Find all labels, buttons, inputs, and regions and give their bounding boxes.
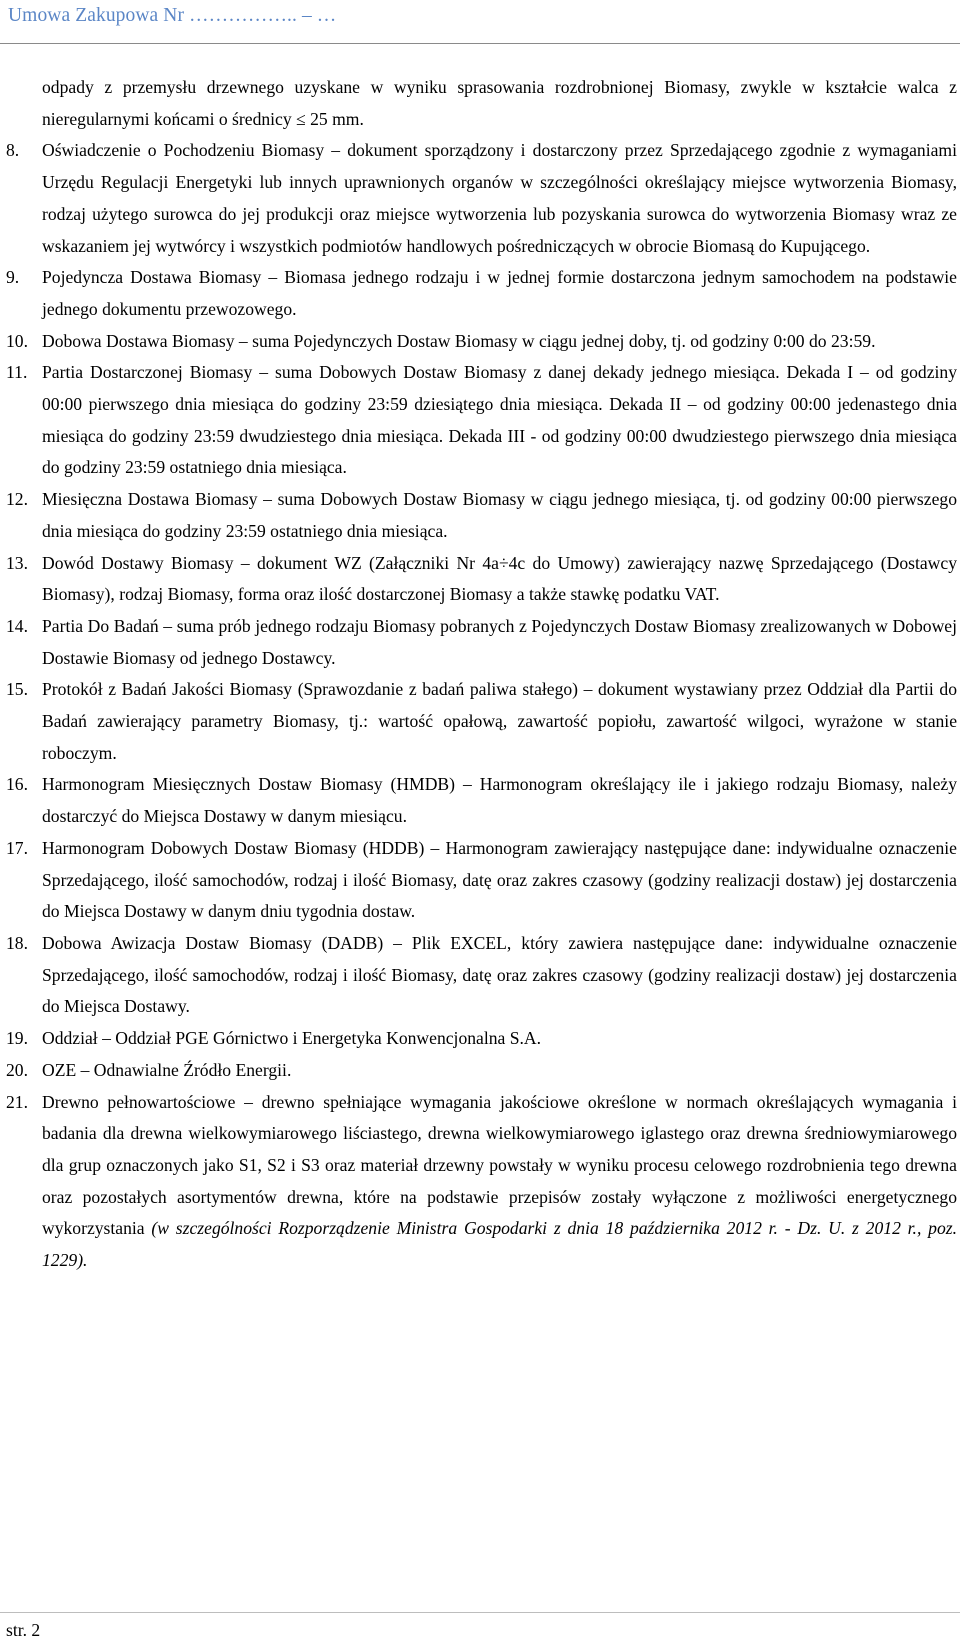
item-number: 9. <box>6 267 20 288</box>
item-number: 16. <box>6 774 28 795</box>
item-number: 15. <box>6 679 28 700</box>
item-number: 21. <box>6 1091 28 1112</box>
page-header <box>0 0 960 44</box>
item-text: Harmonogram Miesięcznych Dostaw Biomasy (HMDB) – Harmonogram określający ile i jakiego rodzaju Biomasy, należy dostarczyć do Miejsca Dostawy w danym miesiącu. <box>42 774 957 827</box>
item-text: Oświadczenie o Pochodzeniu Biomasy – dokument sporządzony i dostarczony przez Sprzedającego zgodnie z wymaganiami Urzędu Regulacji Energetyki lub innych uprawnionych organów w szczególności określający miejsce wytworzenia Biomasy, rodzaj użytego surowca do jej produkcji oraz miejsce wytworzenia lub pozyskania surowca do wytworzenia Biomasy wraz ze wskazaniem jej wytwórcy i wszystkich podmiotów handlowych pośredniczących w obrocie Biomasą do Kupującego. <box>42 140 957 256</box>
item-number: 19. <box>6 1028 28 1049</box>
item-text: Dobowa Awizacja Dostaw Biomasy (DADB) – Plik EXCEL, który zawiera następujące dane: indywidualne oznaczenie Sprzedającego, ilość samochodów, rodzaj i ilość Biomasy, datę oraz zakres czasowy (godziny realizacji dostaw) jej dostarczenia do Miejsca Dostawy. <box>42 932 957 1017</box>
item-number: 18. <box>6 932 28 953</box>
definition-item-12 <box>6 484 957 547</box>
item-text: Partia Dostarczonej Biomasy – suma Dobowych Dostaw Biomasy z danej dekady jednego miesiąca. Dekada I – od godziny 00:00 pierwszego dnia miesiąca do godziny 23:59 dziesiątego dnia miesiąca. Dekada II – od godziny 00:00 jedenastego dnia miesiąca do godziny 23:59 dwudziestego dnia miesiąca. Dekada III - od godziny 00:00 dwudziestego pierwszego dnia miesiąca do godziny 23:59 ostatniego dnia miesiąca. <box>42 362 957 478</box>
item-text: Protokół z Badań Jakości Biomasy (Sprawozdanie z badań paliwa stałego) – dokument wystawiany przez Oddział dla Partii do Badań zawierający parametry Biomasy, tj.: wartość opałową, zawartość popiołu, zawartość wilgoci, wyrażone w stanie roboczym. <box>42 679 957 763</box>
page-number: str. 2 <box>6 1620 41 1640</box>
item-number: 20. <box>6 1059 28 1080</box>
item-number: 17. <box>6 837 28 858</box>
continuation-paragraph: odpady z przemysłu drzewnego uzyskane w wyniku sprasowania rozdrobnionej Biomasy, zwykle w kształcie walca z nieregularnymi końcami o średnicy ≤ 25 mm. <box>42 77 957 129</box>
definition-item-16 <box>6 769 957 832</box>
item-number: 12. <box>6 489 28 510</box>
item-text: Harmonogram Dobowych Dostaw Biomasy (HDDB) – Harmonogram zawierający następujące dane: indywidualne oznaczenie Sprzedającego, ilość samochodów, rodzaj i ilość Biomasy, datę oraz zakres czasowy (godziny realizacji dostaw) jej dostarczenia do Miejsca Dostawy w danym dniu tygodnia dostaw. <box>42 837 957 922</box>
footer-divider <box>0 1612 960 1613</box>
definition-item-10 <box>6 326 957 358</box>
item-text: Oddział – Oddział PGE Górnictwo i Energetyka Konwencjonalna S.A. <box>42 1028 542 1049</box>
item-number: 14. <box>6 615 28 636</box>
document-body <box>6 72 957 1277</box>
item-number: 8. <box>6 140 20 161</box>
item-text-italic-citation: (w szczególności Rozporządzenie Ministra Gospodarki z dnia 18 października 2012 r. - Dz. U. z 2012 r., poz. 1229). <box>42 1218 957 1271</box>
item-text: Miesięczna Dostawa Biomasy – suma Dobowych Dostaw Biomasy w ciągu jednego miesiąca, tj. od godziny 00:00 pierwszego dnia miesiąca do godziny 23:59 ostatniego dnia miesiąca. <box>42 489 957 541</box>
definition-item-21 <box>6 1087 957 1277</box>
item-text: Pojedyncza Dostawa Biomasy – Biomasa jednego rodzaju i w jednej formie dostarczona jednym samochodem na podstawie jednego dokumentu przewozowego. <box>42 267 957 319</box>
definition-item-13 <box>6 548 957 611</box>
item-text-regular: Drewno pełnowartościowe – drewno spełniające wymagania jakościowe określone w normach określających wymagania i badania dla drewna wielkowymiarowego liściastego, drewna wielkowymiarowego iglastego oraz drewna średniowymiarowego dla grup oznaczonych jako S1, S2 i S3 oraz materiał drzewny powstały w wyniku procesu celowego rozdrobnienia tego drewna oraz pozostałych asortymentów drewna, które na podstawie przepisów zostały wyłączone z możliwości energetycznego wykorzystania <box>42 1091 957 1239</box>
definition-item-15 <box>6 674 957 769</box>
item-text: OZE – Odnawialne Źródło Energii. <box>42 1059 292 1080</box>
item-number: 10. <box>6 330 28 351</box>
item-text <box>42 1087 957 1277</box>
definition-item-19 <box>6 1023 957 1055</box>
definition-item-11 <box>6 357 957 484</box>
item-number: 11. <box>6 362 28 383</box>
document-title: Umowa Zakupowa Nr …………….. – … <box>8 5 337 26</box>
item-text: Partia Do Badań – suma prób jednego rodzaju Biomasy pobranych z Pojedynczych Dostaw Biomasy zrealizowanych w Dobowej Dostawie Biomasy od jednego Dostawcy. <box>42 615 957 668</box>
definition-item-17 <box>6 833 957 928</box>
definition-item-14 <box>6 611 957 674</box>
definition-item-9 <box>6 262 957 325</box>
item-text: Dowód Dostawy Biomasy – dokument WZ (Załączniki Nr 4a÷4c do Umowy) zawierający nazwę Sprzedającego (Dostawcy Biomasy), rodzaj Biomasy, forma oraz ilość dostarczonej Biomasy a także stawkę podatku VAT. <box>42 552 957 605</box>
item-number: 13. <box>6 552 28 573</box>
item-text: Dobowa Dostawa Biomasy – suma Pojedynczych Dostaw Biomasy w ciągu jednej doby, tj. od godziny 0:00 do 23:59. <box>42 330 876 351</box>
definition-item-18 <box>6 928 957 1023</box>
definition-item-20 <box>6 1055 957 1087</box>
definition-item-8 <box>6 135 957 262</box>
